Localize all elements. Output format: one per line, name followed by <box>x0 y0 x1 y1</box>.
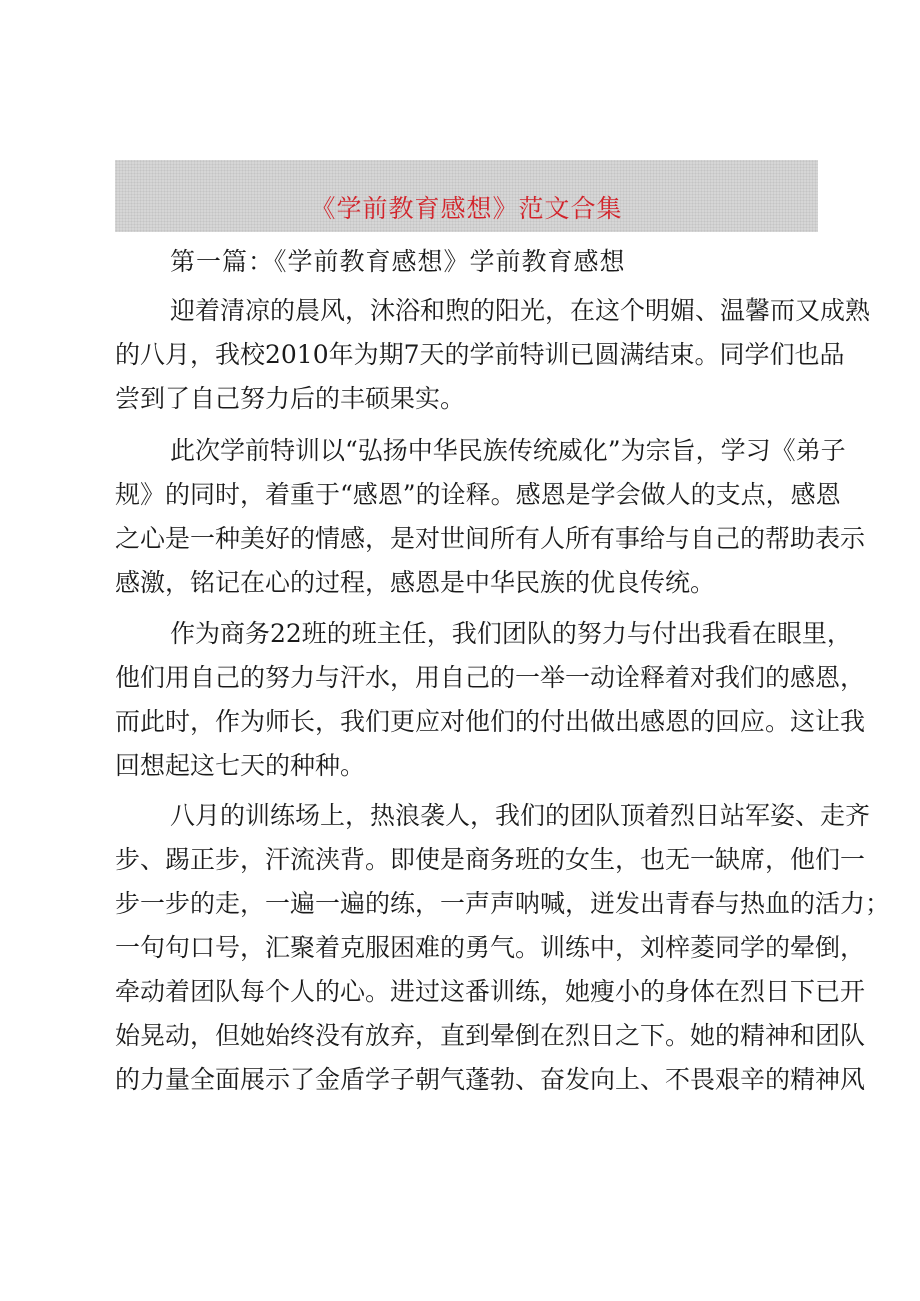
paragraph-line: 尝到了自己努力后的丰硕果实。 <box>115 384 466 413</box>
paragraph-line: 步一步的走，一遍一遍的练，一声声呐喊，迸发出青春与热血的活力； <box>115 889 891 918</box>
paragraph-line: 步、踢正步，汗流浃背。即使是商务班的女生，也无一缺席，他们一 <box>115 845 866 874</box>
paragraph-3 <box>115 612 865 788</box>
document-title: 《学前教育感想》范文合集 <box>310 194 623 223</box>
paragraph-line: 迎着清凉的晨风，沐浴和煦的阳光，在这个明媚、温馨而又成熟 <box>170 296 871 325</box>
paragraph-line: 规》的同时，着重于“感恩”的诠释。感恩是学会做人的支点，感恩 <box>115 480 841 509</box>
paragraph-line: 他们用自己的努力与汗水，用自己的一举一动诠释着对我们的感恩， <box>115 663 866 692</box>
section-heading: 第一篇：《学前教育感想》学前教育感想 <box>170 247 626 276</box>
paragraph-2 <box>115 429 865 605</box>
paragraph-line: 回想起这七天的种种。 <box>115 751 366 780</box>
paragraph-line: 感激，铭记在心的过程，感恩是中华民族的优良传统。 <box>115 568 716 597</box>
paragraph-line: 的力量全面展示了金盾学子朝气蓬勃、奋发向上、不畏艰辛的精神风 <box>115 1065 866 1094</box>
paragraph-line: 而此时，作为师长，我们更应对他们的付出做出感恩的回应。这让我 <box>115 707 866 736</box>
paragraph-line: 之心是一种美好的情感，是对世间所有人所有事给与自己的帮助表示 <box>115 524 866 553</box>
paragraph-line: 一句句口号，汇聚着克服困难的勇气。训练中，刘梓菱同学的晕倒， <box>115 933 866 962</box>
paragraph-1 <box>115 289 870 421</box>
paragraph-4 <box>115 794 890 1102</box>
paragraph-line: 牵动着团队每个人的心。进过这番训练，她瘦小的身体在烈日下已开 <box>115 977 866 1006</box>
paragraph-line: 作为商务22班的班主任，我们团队的努力与付出我看在眼里， <box>170 619 852 648</box>
paragraph-line: 八月的训练场上，热浪袭人，我们的团队顶着烈日站军姿、走齐 <box>170 801 871 830</box>
paragraph-line: 的八月，我校2010年为期7天的学前特训已圆满结束。同学们也品 <box>115 340 845 369</box>
title-banner <box>115 160 818 232</box>
paragraph-line: 始晃动，但她始终没有放弃，直到晕倒在烈日之下。她的精神和团队 <box>115 1021 866 1050</box>
paragraph-line: 此次学前特训以“弘扬中华民族传统威化”为宗旨，学习《弟子 <box>170 436 846 465</box>
